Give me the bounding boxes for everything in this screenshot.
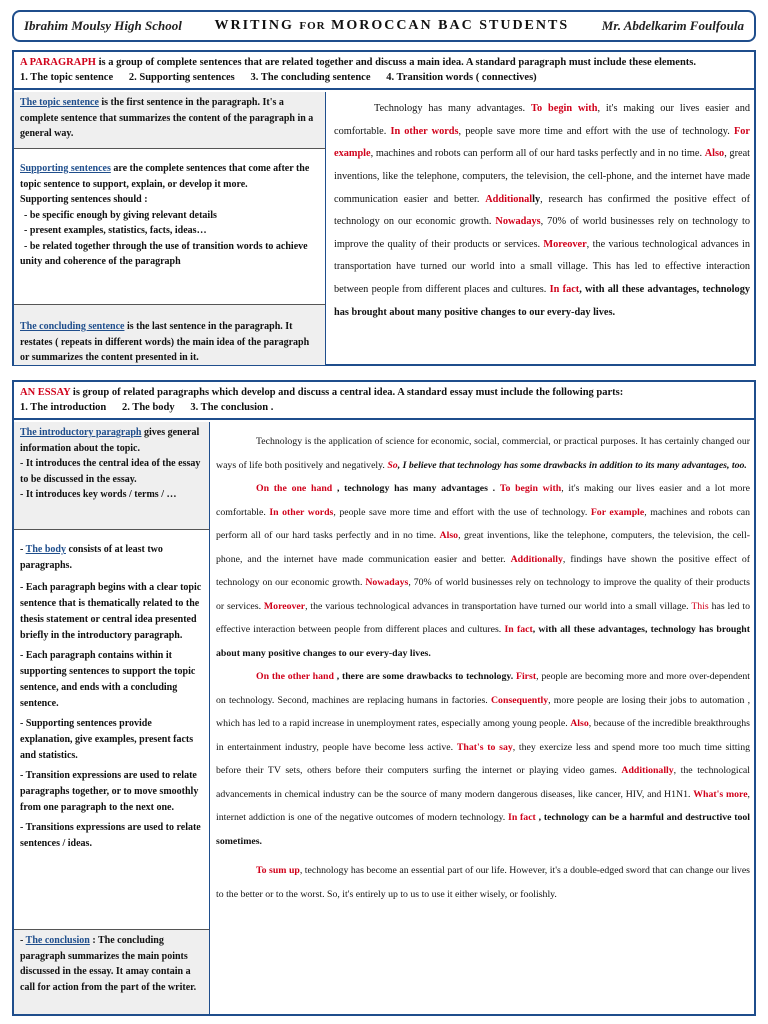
essay-paragraph-1 (216, 430, 750, 477)
p2-s1: , it's making our lives easier and a lot more comfortable. (216, 483, 750, 518)
conclusion-cell (14, 930, 210, 1014)
concluding-sentence-text: is the last sentence in the paragraph. It restates ( repeats in different words) the main idea of the paragraph or summarizes the content presented in it. (20, 321, 310, 363)
supporting-sentences-cell (14, 149, 326, 305)
topic-sentence-text: is the first sentence in the paragraph. It's a complete sentence that summarizes the content of the paragraph in a general way. (20, 97, 314, 139)
p3-s2: , more people are losing their jobs to automation , which has led to a rapid increase in unemployment rates, especially among young people. (216, 694, 751, 729)
sample-essay (216, 430, 750, 906)
p1-k1: So (387, 459, 398, 471)
body-bullet-1: - Each paragraph begins with a clear topic sentence that is thematically related to the thesis statement or central idea presented briefly in the introductory paragraph. (20, 582, 202, 641)
title-students: MOROCCAN BAC STUDENTS (331, 18, 570, 33)
essay-paragraph-2 (216, 477, 750, 665)
school-name: Ibrahim Moulsy High School (24, 18, 182, 33)
p3-k4: That's to say (456, 741, 513, 753)
p2-s0: , technology has many advantages . (332, 483, 496, 494)
intro-bullet-2: - It introduces key words / terms / … (20, 489, 177, 500)
p3-s4: , they exercize less and spend more too much time sitting before their TV sets, others before their computers surfing the internet or playing video games. (216, 741, 750, 776)
p3-k1: First (515, 671, 537, 682)
p3-k0: On the other hand (256, 671, 334, 682)
p3-k3: Also (570, 718, 589, 729)
intro-text: gives general information about the topic. (20, 427, 200, 454)
paragraph-definition-text: is a group of complete sentences that are related together and discuss a main idea. A standard paragraph must include these elements. (95, 57, 696, 68)
body-bullet-5: - Transitions expressions are used to relate sentences / ideas. (20, 822, 201, 849)
concluding-sentence-cell (14, 305, 326, 365)
body-bullet-4: - Transition expressions are used to relate paragraphs together, or to move smoothly from one paragraph to the next one. (20, 770, 199, 813)
supporting-bullet-1: - be specific enough by giving relevant details (24, 209, 217, 221)
p2-s6: , 70% of world businesses rely on technology to improve the quality of their products or services. (216, 577, 750, 612)
supporting-sentences-term: Supporting sentences (20, 163, 111, 174)
essay-parts: 1. The introduction 2. The body 3. The conclusion . (20, 402, 274, 414)
p3-s6: , internet addiction is one of the negative outcomes of modern technology. (216, 788, 750, 823)
body-term: The body (25, 544, 66, 555)
supporting-bullet-3: - be related together through the use of transition words to achieve unity and coherence of the paragraph (20, 240, 308, 267)
p3-k6: What's more (693, 788, 748, 800)
p2-s2: , people save more time and effort with the use of technology. (333, 506, 588, 518)
sample-s1: Technology has many advantages. (374, 103, 526, 114)
p3-s7: , technology can be a harmful and destructive tool sometimes. (216, 812, 751, 847)
p4-s0: , technology has become an essential part of our life. However, it's a double-edged sword that can change our lives to the better or to the worst. So, it's entirely up to us to use it either wisely, or foolishly. (216, 865, 750, 900)
conclusion-dash: - (20, 935, 26, 946)
essay-section (12, 380, 756, 1016)
supporting-bullet-2: - present examples, statistics, facts, ideas… (24, 225, 207, 236)
intro-bullet-1: - It introduces the central idea of the essay to be discussed in the essay. (20, 458, 201, 485)
p2-s3: , machines and robots can perform all of our hard tasks perfectly and in no time. (216, 506, 751, 541)
body-dash: - (20, 544, 26, 555)
sample-s5: , great inventions, like the telephone, computers, the television, the cell-phone, and the internet have made communication easier and better. (334, 148, 750, 205)
p3-s1: , people are becoming more and more over-dependent on technology. Second, machines are replacing humans in factories. (216, 671, 751, 706)
p4-k0: To sum up (256, 865, 300, 876)
paragraph-section (12, 50, 756, 366)
p2-s7: , the various technological advances in transportation have turned our world into a small village. (305, 600, 689, 612)
p2-k4: Also (439, 530, 459, 541)
essay-paragraph-4 (216, 859, 750, 906)
p1-s2: , I believe that technology has some drawbacks in addition to its many advantages, too. (397, 459, 747, 471)
sample-s8: , the various technological advances in transportation have turned our world into a small village. This has led to effective interaction between people from different places and cultures. (334, 238, 751, 296)
sample-s3: , people save more time and effort with the use of technology. (458, 125, 730, 137)
topic-sentence-cell (14, 92, 326, 149)
p2-k1: To begin with (499, 483, 562, 494)
sample-s9: , with all these advantages, technology has brought about many positive changes to our every-day lives. (334, 284, 750, 318)
body-text: consists of at least two paragraphs. (20, 544, 163, 571)
sample-k5b: ly (532, 193, 541, 205)
p2-k3: For example (590, 506, 645, 518)
p2-k0: On the one hand (256, 483, 333, 494)
p2-k6: Nowadays (365, 577, 409, 588)
supporting-sentences-text: are the complete sentences that come after the topic sentence to support, explain, or develop it more. (20, 163, 310, 190)
sample-k4: Also (704, 148, 725, 160)
concluding-sentence-term: The concluding sentence (20, 321, 125, 332)
p3-k5: Additionally (621, 765, 674, 776)
paragraph-elements: 1. The topic sentence 2. Supporting sentences 3. The concluding sentence 4. Transition words ( connectives) (20, 72, 537, 84)
p2-k5: Additionally (510, 553, 563, 565)
sample-k6: Nowadays (495, 216, 541, 228)
sample-s6: , research has confirmed the positive effect of technology on our economic growth. (334, 193, 751, 228)
sample-s7: , 70% of world businesses rely on technology to improve the quality of their products or services. (334, 216, 750, 250)
p2-k9: In fact (504, 624, 533, 635)
teacher-name: Mr. Abdelkarim Foulfoula (601, 18, 744, 33)
sample-paragraph (334, 98, 750, 324)
p2-k2: In other words (269, 506, 334, 518)
conclusion-term: The conclusion (25, 935, 90, 946)
body-cell (14, 530, 210, 930)
intro-term: The introductory paragraph (20, 427, 142, 438)
title-writing: WRITING (214, 18, 294, 33)
body-bullet-3: - Supporting sentences provide explanation, give examples, present facts and statistics. (20, 718, 194, 761)
sample-k2: In other words (390, 125, 459, 137)
paragraph-definition (14, 52, 754, 90)
p3-s0: , there are some drawbacks to technology. (333, 671, 514, 682)
sample-k5: Additional (485, 193, 533, 205)
sample-k3: For example (334, 125, 750, 160)
conclusion-text: : The concluding paragraph summarizes the main points discussed in the essay. It amay contain a call for action from the part of the writer. (20, 935, 197, 993)
p1-s1: Technology is the application of science for economic, social, commercial, or practical purposes. It has certainly changed our ways of life both positively and negatively. (216, 436, 750, 471)
p3-s5: , the technological advancements in chemical industry can be the source of many modern dangerous diseases, like cancer, HIV, and H1N1. (216, 765, 750, 800)
body-bullet-2: - Each paragraph contains within it supporting sentences to support the topic sentence, and ends with a concluding sentence. (20, 650, 196, 709)
page-header (12, 10, 756, 42)
p3-k2: Consequently (490, 694, 549, 706)
title-for: FOR (299, 20, 326, 32)
sample-s2: , it's making our lives easier and comfortable. (334, 103, 750, 137)
p2-s4: , great inventions, like the telephone, computers, the television, the cell-phone, and the internet have made communication easier and better. (216, 530, 750, 565)
topic-sentence-term: The topic sentence (20, 97, 99, 108)
sample-k1: To begin with (531, 103, 598, 114)
p2-k8: This (691, 600, 709, 612)
sample-k8: In fact (549, 284, 580, 296)
essay-definition (14, 382, 754, 420)
p2-k7: Moreover (263, 600, 306, 612)
essay-paragraph-3 (216, 665, 750, 853)
sample-k7: Moreover (543, 238, 587, 250)
essay-term: AN ESSAY (20, 387, 71, 398)
p2-s9: , with all these advantages, technology has brought about many positive changes to our every-day lives. (216, 624, 750, 659)
p3-s3: , because of the incredible breakthroughs in entertainment industry, people have become less active. (216, 718, 750, 753)
essay-definition-text: is group of related paragraphs which develop and discuss a central idea. A standard essay must include the following parts: (70, 387, 624, 398)
p3-k7: In fact (508, 812, 536, 823)
p2-s5: , findings have shown the positive effect of technology on our economic growth. (216, 553, 750, 588)
page-title (215, 18, 570, 34)
paragraph-term: A PARAGRAPH (20, 57, 96, 68)
p2-s8: has led to effective interaction between people from different places and cultures. (216, 600, 750, 635)
introductory-paragraph-cell (14, 422, 210, 530)
supporting-should: Supporting sentences should : (20, 194, 148, 205)
sample-s4: , machines and robots can perform all of our hard tasks perfectly and in no time. (370, 148, 703, 160)
